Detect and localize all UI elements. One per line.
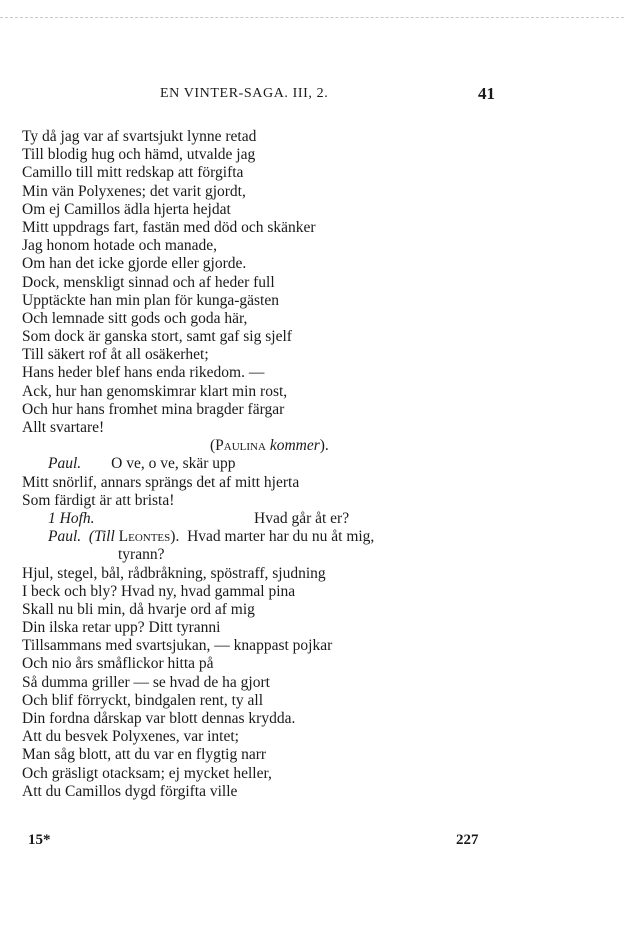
verse-line: Camillo till mitt redskap att förgifta	[22, 164, 244, 182]
verse-line: Upptäckte han min plan för kunga-gästen	[22, 291, 279, 309]
verse-line: Din ilska retar upp? Ditt tyranni	[22, 619, 221, 637]
verse-line: I beck och bly? Hvad ny, hvad gammal pina	[22, 582, 296, 600]
speaker-paulina: Paul.	[48, 455, 82, 473]
verse-line: Och gräsligt otacksam; ej mycket heller,	[22, 764, 272, 782]
verse-line: Om han det icke gjorde eller gjorde.	[22, 255, 247, 273]
page-header	[0, 86, 624, 110]
speech-text: Hvad marter har du nu åt mig,	[187, 528, 375, 546]
verse-line: Skall nu bli min, då hvarje ord af mig	[22, 600, 255, 618]
verse-line: Jag honom hotade och manade,	[22, 237, 217, 255]
character-name-leontes: Leontes	[118, 528, 171, 546]
verse-line: Och lemnade sitt gods och goda här,	[22, 309, 248, 327]
verse-line: Hjul, stegel, bål, rådbråkning, spöstraff, sjudning	[22, 564, 326, 582]
verse-line: Mitt uppdrags fart, fastän med död och skänker	[22, 218, 316, 236]
signature-mark: 15*	[28, 832, 51, 848]
stage-direction-paulina	[22, 437, 512, 455]
verse-line: Ty då jag var af svartsjukt lynne retad	[22, 128, 257, 145]
verse-line: Som dock är ganska stort, samt gaf sig sjelf	[22, 328, 292, 346]
direction-open: (Till	[88, 528, 115, 546]
verse-text	[22, 128, 512, 801]
stage-open: (	[210, 437, 216, 455]
verse-line: Så dumma griller — se hvad de ha gjort	[22, 673, 270, 691]
speech-line-hofherre	[22, 510, 512, 528]
footer-page-number: 227	[456, 832, 479, 848]
verse-line: Ack, hur han genomskimrar klart min rost,	[22, 382, 288, 400]
verse-line: Tillsammans med svartsjukan, — knappast pojkar	[22, 637, 333, 655]
page-edge-line	[0, 17, 624, 18]
speech-continuation: tyrann?	[118, 546, 165, 564]
verse-line: Och hur hans fromhet mina bragder färgar	[22, 400, 285, 418]
verse-line: Och nio års småflickor hitta på	[22, 655, 214, 673]
direction-close: ).	[170, 528, 180, 546]
speech-line-paulina-2	[22, 528, 512, 546]
speech-text: O ve, o ve, skär upp	[111, 455, 236, 473]
verse-line: Dock, menskligt sinnad och af heder full	[22, 273, 275, 291]
speech-text: Hvad går åt er?	[254, 509, 350, 527]
verse-line: Man såg blott, att du var en flygtig narr	[22, 746, 267, 764]
verse-line: Och blif förryckt, bindgalen rent, ty all	[22, 691, 264, 709]
verse-line: Min vän Polyxenes; det varit gjordt,	[22, 182, 246, 200]
verse-line: Mitt snörlif, annars sprängs det af mitt hjerta	[22, 473, 300, 491]
speaker-paulina: Paul.	[48, 528, 82, 546]
stage-close: ).	[319, 437, 329, 455]
verse-line: Allt svartare!	[22, 419, 105, 436]
verse-line: Hans heder blef hans enda rikedom. —	[22, 364, 265, 382]
stage-action: kommer	[269, 437, 320, 455]
speaker-hofherre: 1 Hofh.	[48, 509, 95, 527]
page-footer	[0, 832, 624, 854]
verse-line: Att du besvek Polyxenes, var intet;	[22, 728, 239, 746]
verse-line: Till blodig hug och hämd, utvalde jag	[22, 146, 256, 164]
page-number: 41	[478, 84, 495, 103]
speech-line-paulina	[22, 455, 512, 473]
verse-line: Som färdigt är att brista!	[22, 491, 175, 509]
running-head: EN VINTER-SAGA. III, 2.	[160, 86, 329, 101]
verse-line: Till säkert rof åt all osäkerhet;	[22, 346, 209, 364]
verse-line: Att du Camillos dygd förgifta ville	[22, 782, 238, 800]
verse-line: Om ej Camillos ädla hjerta hejdat	[22, 200, 231, 218]
character-name-paulina: Paulina	[215, 437, 266, 455]
verse-line: Din fordna dårskap var blott dennas krydda.	[22, 710, 296, 727]
